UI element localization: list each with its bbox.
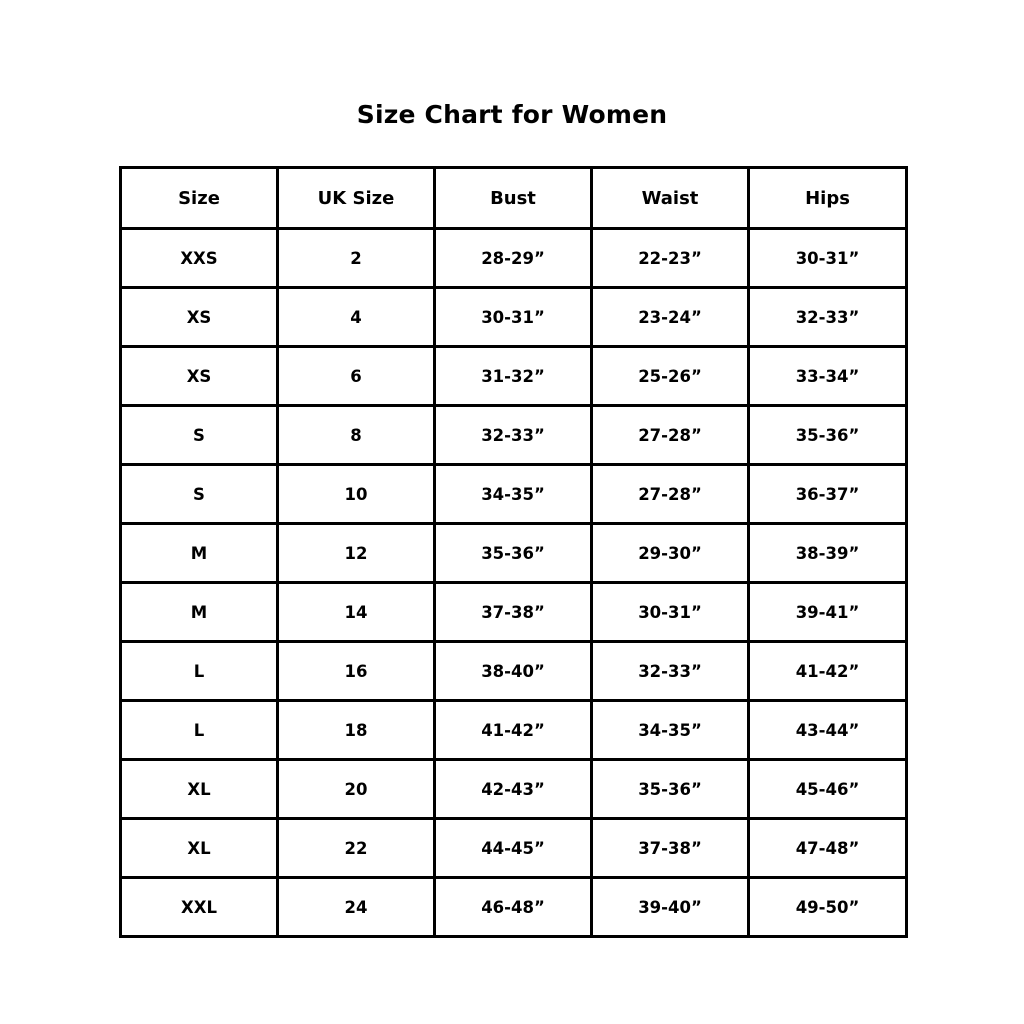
cell-hips: 32-33” (749, 288, 907, 347)
cell-bust: 38-40” (435, 642, 592, 701)
cell-bust: 44-45” (435, 819, 592, 878)
cell-bust: 31-32” (435, 347, 592, 406)
cell-size: XS (121, 288, 278, 347)
table-row (121, 878, 907, 937)
cell-uk-size: 24 (278, 878, 435, 937)
cell-uk-size: 2 (278, 229, 435, 288)
table-row (121, 583, 907, 642)
cell-size: XXL (121, 878, 278, 937)
cell-hips: 38-39” (749, 524, 907, 583)
page-title: Size Chart for Women (356, 100, 668, 129)
cell-hips: 35-36” (749, 406, 907, 465)
table-row (121, 406, 907, 465)
cell-uk-size: 6 (278, 347, 435, 406)
cell-waist: 37-38” (592, 819, 749, 878)
cell-bust: 42-43” (435, 760, 592, 819)
cell-waist: 22-23” (592, 229, 749, 288)
table-row (121, 819, 907, 878)
cell-bust: 30-31” (435, 288, 592, 347)
table-row (121, 229, 907, 288)
cell-bust: 37-38” (435, 583, 592, 642)
table-row (121, 760, 907, 819)
size-chart-table (119, 166, 908, 938)
cell-waist: 27-28” (592, 465, 749, 524)
cell-hips: 39-41” (749, 583, 907, 642)
cell-uk-size: 16 (278, 642, 435, 701)
cell-size: S (121, 406, 278, 465)
cell-uk-size: 20 (278, 760, 435, 819)
column-header-size: Size (121, 168, 278, 229)
table-header-row (121, 168, 907, 229)
cell-size: L (121, 701, 278, 760)
cell-bust: 46-48” (435, 878, 592, 937)
cell-waist: 25-26” (592, 347, 749, 406)
cell-hips: 36-37” (749, 465, 907, 524)
table-row (121, 524, 907, 583)
column-header-hips: Hips (749, 168, 907, 229)
cell-size: XS (121, 347, 278, 406)
table-row (121, 465, 907, 524)
table-row (121, 701, 907, 760)
cell-bust: 41-42” (435, 701, 592, 760)
cell-uk-size: 14 (278, 583, 435, 642)
cell-bust: 28-29” (435, 229, 592, 288)
cell-waist: 32-33” (592, 642, 749, 701)
cell-size: L (121, 642, 278, 701)
size-chart-table-container (119, 166, 905, 938)
cell-bust: 32-33” (435, 406, 592, 465)
cell-waist: 29-30” (592, 524, 749, 583)
table-row (121, 347, 907, 406)
cell-waist: 27-28” (592, 406, 749, 465)
cell-hips: 41-42” (749, 642, 907, 701)
cell-waist: 23-24” (592, 288, 749, 347)
cell-hips: 30-31” (749, 229, 907, 288)
cell-hips: 33-34” (749, 347, 907, 406)
cell-size: XXS (121, 229, 278, 288)
cell-hips: 45-46” (749, 760, 907, 819)
cell-uk-size: 12 (278, 524, 435, 583)
cell-hips: 43-44” (749, 701, 907, 760)
table-row (121, 642, 907, 701)
column-header-uk-size: UK Size (278, 168, 435, 229)
table-row (121, 288, 907, 347)
column-header-bust: Bust (435, 168, 592, 229)
cell-waist: 34-35” (592, 701, 749, 760)
cell-waist: 35-36” (592, 760, 749, 819)
cell-size: XL (121, 819, 278, 878)
cell-waist: 39-40” (592, 878, 749, 937)
cell-size: XL (121, 760, 278, 819)
cell-size: M (121, 583, 278, 642)
cell-uk-size: 8 (278, 406, 435, 465)
cell-hips: 49-50” (749, 878, 907, 937)
cell-size: S (121, 465, 278, 524)
cell-uk-size: 10 (278, 465, 435, 524)
cell-uk-size: 4 (278, 288, 435, 347)
cell-size: M (121, 524, 278, 583)
cell-bust: 34-35” (435, 465, 592, 524)
column-header-waist: Waist (592, 168, 749, 229)
cell-hips: 47-48” (749, 819, 907, 878)
cell-uk-size: 22 (278, 819, 435, 878)
cell-waist: 30-31” (592, 583, 749, 642)
cell-uk-size: 18 (278, 701, 435, 760)
cell-bust: 35-36” (435, 524, 592, 583)
